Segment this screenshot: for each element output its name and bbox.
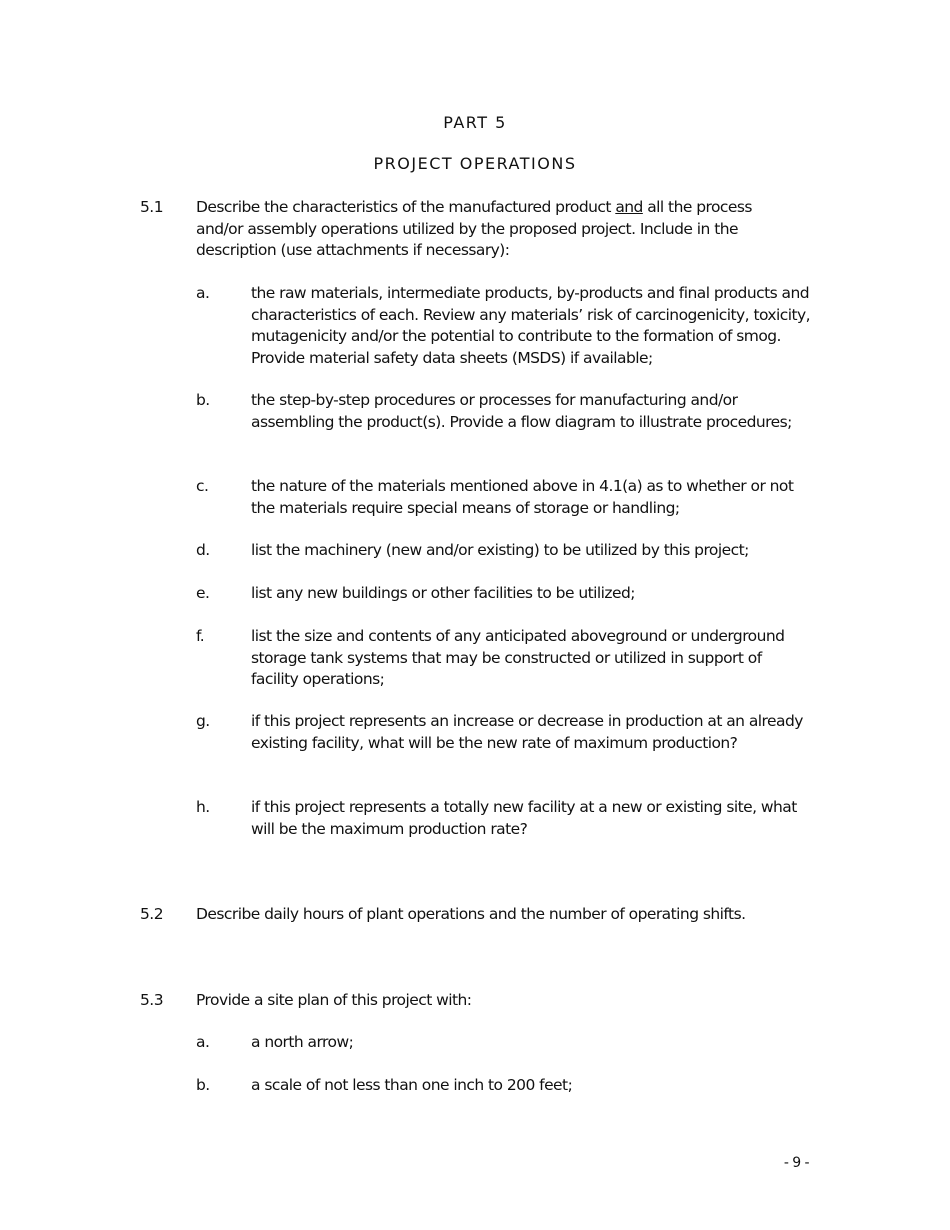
item-text: the step-by-step procedures or processes for manufacturing and/or assembling the product(s). Provide a flow diagram to illustrate procedures;: [251, 391, 792, 431]
section-text-part: all the process and/or assembly operations utilized by the proposed project. Include in the description (use attachments if necessary):: [196, 198, 752, 259]
underlined-and: and: [615, 198, 643, 216]
item-letter: h.: [196, 798, 210, 816]
section-number: 5.2: [140, 905, 164, 923]
section-text: [196, 197, 771, 262]
item-letter: g.: [196, 712, 210, 730]
item-letter: a.: [196, 1033, 210, 1051]
page-number: - 9 -: [783, 1155, 809, 1171]
section-title: PROJECT OPERATIONS: [373, 154, 577, 173]
item-text: the raw materials, intermediate products, by-products and final products and characteristics of each. Review any materials’ risk of carcinogenicity, toxicity, mutagenicity and/or the potential to contribute to the formation of smog. Provide material safety data sheets (MSDS) if available;: [251, 284, 811, 367]
section-number: 5.1: [140, 198, 164, 216]
item-letter: a.: [196, 284, 210, 302]
item-text: list any new buildings or other facilities to be utilized;: [251, 584, 635, 602]
section-text-part: Describe the characteristics of the manufactured product: [196, 198, 616, 216]
item-text: list the machinery (new and/or existing) to be utilized by this project;: [251, 541, 749, 559]
item-text: a scale of not less than one inch to 200 feet;: [251, 1076, 573, 1094]
item-text: if this project represents an increase or decrease in production at an already existing facility, what will be the new rate of maximum production?: [251, 712, 803, 752]
section-number: 5.3: [140, 991, 164, 1009]
item-text: a north arrow;: [251, 1033, 354, 1051]
item-letter: b.: [196, 1076, 210, 1094]
item-letter: f.: [196, 627, 205, 645]
item-text: if this project represents a totally new facility at a new or existing site, what will be the maximum production rate?: [251, 798, 797, 838]
part-heading: PART 5: [443, 113, 507, 132]
item-text: the nature of the materials mentioned above in 4.1(a) as to whether or not the materials require special means of storage or handling;: [251, 477, 794, 517]
section-text: Provide a site plan of this project with:: [196, 991, 472, 1009]
item-letter: d.: [196, 541, 210, 559]
section-text: Describe daily hours of plant operations and the number of operating shifts.: [196, 905, 746, 923]
item-letter: b.: [196, 391, 210, 409]
item-letter: e.: [196, 584, 210, 602]
item-letter: c.: [196, 477, 209, 495]
item-text: list the size and contents of any anticipated aboveground or underground storage tank systems that may be constructed or utilized in support of facility operations;: [251, 627, 785, 688]
